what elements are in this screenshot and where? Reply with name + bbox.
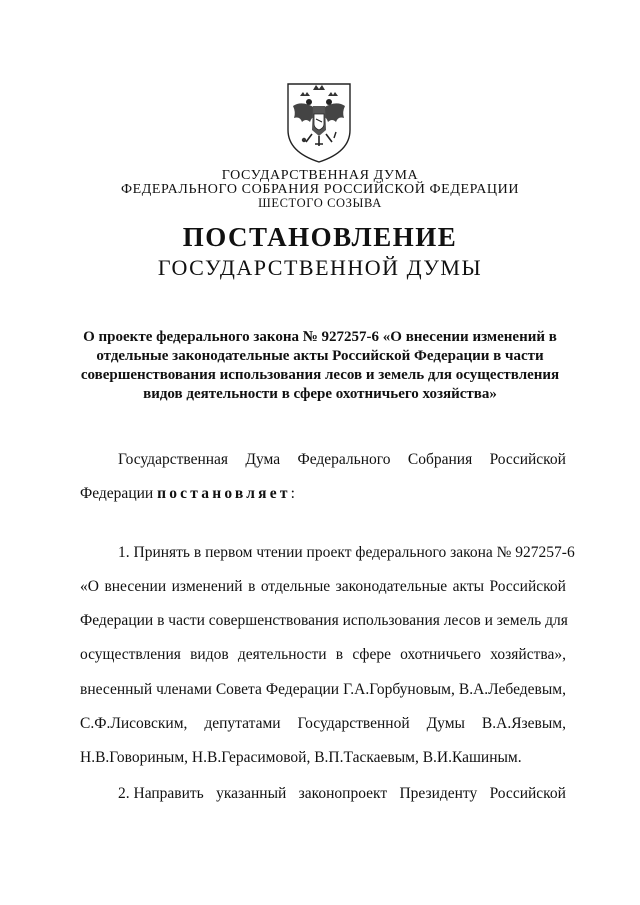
word: Государственная [118, 451, 229, 468]
word: акты [452, 578, 485, 595]
word: внесенный [80, 681, 153, 698]
resolves-word: постановляет [157, 485, 291, 502]
word: Дума [245, 451, 281, 468]
header-convocation: ШЕСТОГО СОЗЫВА [258, 196, 382, 210]
para1-line-5 [80, 681, 566, 699]
para1-line-6 [80, 715, 566, 733]
word: Федерального [297, 451, 391, 468]
preamble-colon: : [290, 485, 295, 502]
word: Российской [489, 451, 566, 468]
subject-line: видов деятельности в сфере охотничьего хозяйства» [143, 386, 497, 402]
document-title: ПОСТАНОВЛЕНИЕ [182, 222, 458, 252]
word: видов [190, 646, 229, 663]
word: «О [80, 578, 99, 595]
word: охотничьего [400, 646, 482, 663]
word: членами [156, 681, 212, 698]
para1-line-7: Н.В.Говориным, Н.В.Герасимовой, В.П.Таскаевым, В.И.Кашиным. [80, 749, 522, 766]
subject-line: отдельные законодательные акты Российской Федерации в части [96, 348, 544, 364]
word: депутатами [204, 715, 281, 732]
word: Государственной [297, 715, 410, 732]
para1-line-3: Федерации в части совершенствования использования лесов и земель для [80, 612, 568, 629]
word: в [335, 646, 344, 663]
word: отдельные [260, 578, 331, 595]
word: в [248, 578, 256, 595]
word: Совета [215, 681, 262, 698]
preamble-text: Федерации [80, 485, 158, 502]
para2-line-1 [118, 785, 566, 803]
header-federal-assembly: ФЕДЕРАЛЬНОГО СОБРАНИЯ РОССИЙСКОЙ ФЕДЕРАЦИИ [120, 182, 520, 197]
word: хозяйства», [490, 646, 566, 663]
preamble-line-2 [80, 485, 295, 503]
word: Российской [489, 578, 566, 595]
subject-line: совершенствования использования лесов и земель для осуществления [80, 367, 560, 383]
word: указанный [216, 785, 287, 802]
document-subtitle: ГОСУДАРСТВЕННОЙ ДУМЫ [157, 255, 483, 280]
word: законопроект [298, 785, 388, 802]
word: изменений [171, 578, 243, 595]
word: Собрания [407, 451, 473, 468]
word: Г.А.Горбуновым, [343, 681, 455, 698]
word: внесении [104, 578, 167, 595]
word: С.Ф.Лисовским, [80, 715, 188, 732]
word: В.А.Язевым, [481, 715, 566, 732]
word: законодательные [335, 578, 448, 595]
word: 2. Направить [118, 785, 204, 802]
para1-line-2 [80, 578, 566, 596]
subject-line: О проекте федерального закона № 927257-6 «О внесении изменений в [83, 329, 557, 345]
word: Президенту [399, 785, 478, 802]
header-duma: ГОСУДАРСТВЕННАЯ ДУМА [221, 168, 419, 183]
para1-line-4 [80, 646, 566, 664]
word: сфере [352, 646, 391, 663]
word: осуществления [80, 646, 181, 663]
word: Думы [426, 715, 465, 732]
word: В.А.Лебедевым, [458, 681, 566, 698]
coat-of-arms-emblem [282, 78, 356, 164]
word: деятельности [237, 646, 327, 663]
word: Российской [489, 785, 566, 802]
preamble-line-1 [118, 451, 566, 469]
para1-line-1: 1. Принять в первом чтении проект федерального закона № 927257-6 [118, 544, 575, 561]
word: Федерации [265, 681, 340, 698]
document-subject [70, 328, 570, 404]
